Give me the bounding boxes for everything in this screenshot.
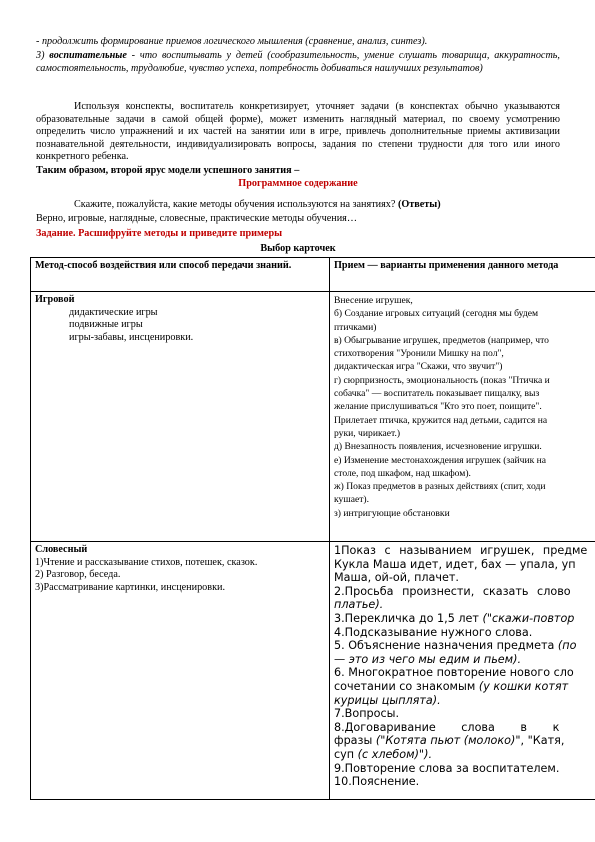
- game-technique: г) сюрпризность, эмоциональность (показ "Птичка и: [334, 374, 550, 386]
- intro-educational-text: - что воспитывать у детей (сообразительность, умение слушать товарища, аккуратность, самостоятельность, трудолюбие, чувство успеха, потребность добиваться наилучших результатов): [36, 50, 560, 74]
- methods-table: [30, 257, 595, 800]
- verbal-technique: 3.Перекличка до 1,5 лет ("скажи-повтор: [334, 611, 575, 625]
- game-technique: в) Обыгрывание игрушек, предметов (например, что: [334, 334, 549, 346]
- verbal-item: 2) Разговор, беседа.: [35, 569, 121, 581]
- verbal-technique: 7.Вопросы.: [334, 707, 399, 721]
- task-line: Задание. Расшифруйте методы и приведите примеры: [36, 228, 283, 239]
- header-method: Метод-способ воздействия или способ передачи знаний.: [31, 258, 330, 292]
- game-technique: кушает).: [334, 494, 370, 506]
- verbal-technique: 6. Многократное повторение нового сло: [334, 666, 574, 680]
- game-technique: б) Создание игровых ситуаций (сегодня мы будем: [334, 308, 539, 320]
- verbal-technique: 9.Повторение слова за воспитателем.: [334, 761, 560, 775]
- intro-educational-tasks: [36, 50, 560, 75]
- game-technique: птичками): [334, 321, 377, 333]
- intro-num: 3): [36, 50, 50, 61]
- intro-paragraph: Используя конспекты, воспитатель конкретизирует, уточняет задачи (в конспектах обычно указываются образовательные задачи в самой общей форме), может изменить наглядный материал, по своему усмотрению определить число упражнений и их частей на занятии или в игре, привлечь дополнительные приемы активизации познавательной деятельности, индивидуализировать вопросы, задания по степени трудности для того или иного конкретного ребенка.: [36, 101, 560, 163]
- game-technique: руки, чирикает.): [334, 427, 401, 439]
- verbal-techniques-cell: [330, 542, 595, 800]
- game-technique: з) интригующие обстановки: [334, 507, 450, 519]
- verbal-technique: 10.Пояснение.: [334, 775, 420, 789]
- question-line: [36, 199, 560, 212]
- answer-line: Верно, игровые, наглядные, словесные, практические методы обучения…: [36, 213, 358, 224]
- game-technique: стихотворения "Уронили Мишку на пол",: [334, 348, 504, 360]
- cards-title: Выбор карточек: [260, 243, 336, 254]
- verbal-technique: платье).: [334, 598, 384, 612]
- game-technique: собачка" — воспитатель показывает пищалку, выз: [334, 388, 540, 400]
- question-text: Скажите, пожалуйста, какие методы обучения используются на занятиях?: [74, 199, 396, 210]
- verbal-technique: 5. Объяснение назначения предмета (по: [334, 639, 577, 653]
- verbal-technique: фразы ("Котята пьют (молоко)", "Катя,: [334, 734, 565, 748]
- intro-line-logic: - продолжить формирование приемов логического мышления (сравнение, анализ, синтез).: [36, 36, 428, 47]
- game-technique: Прилетает птичка, кружится над детьми, садится на: [334, 414, 548, 426]
- game-item: игры-забавы, инсценировки.: [69, 331, 194, 343]
- verbal-item: 3)Рассматривание картинки, инсценировки.: [35, 581, 226, 593]
- table-row-game: [31, 292, 595, 542]
- table-header-row: [31, 258, 595, 292]
- verbal-technique: курицы цыплята).: [334, 693, 441, 707]
- game-technique: ж) Показ предметов в разных действиях (спит, ходи: [334, 481, 546, 493]
- verbal-technique: Маша, ой-ой, плачет.: [334, 571, 459, 585]
- verbal-title: Словесный: [35, 544, 88, 555]
- verbal-technique: сочетании со знакомым (у кошки котят: [334, 679, 569, 693]
- verbal-method-cell: [31, 542, 330, 800]
- game-technique: дидактическая игра "Скажи, что звучит"): [334, 361, 503, 373]
- summary-bold: Таким образом, второй ярус модели успешного занятия –: [36, 165, 300, 176]
- game-method-cell: [31, 292, 330, 542]
- game-title: Игровой: [35, 294, 75, 305]
- verbal-technique: 2.Просьба произнести, сказать слово: [334, 584, 571, 598]
- header-technique: Прием — варианты применения данного метода: [330, 258, 595, 292]
- verbal-item: 1)Чтение и рассказывание стихов, потешек, сказок.: [35, 556, 258, 568]
- summary-line: [36, 165, 560, 178]
- game-technique: д) Внезапность появления, исчезновение игрушки.: [334, 441, 542, 453]
- game-item: дидактические игры: [69, 306, 158, 318]
- game-technique: е) Изменение местонахождения игрушек (зайчик на: [334, 454, 547, 466]
- game-technique: столе, под шкафом, над шкафом).: [334, 467, 471, 479]
- question-answers: (Ответы): [397, 199, 441, 210]
- verbal-technique: Кукла Маша идет, идет, бах — упала, уп: [334, 557, 576, 571]
- verbal-technique: 8.Договаривание слова в к: [334, 720, 560, 734]
- verbal-technique: суп (с хлебом)").: [334, 747, 432, 761]
- verbal-technique: — это из чего мы едим и пьем).: [334, 652, 522, 666]
- game-technique: Внесение игрушек,: [334, 295, 413, 306]
- intro-educational-label: воспитательные: [49, 50, 127, 61]
- game-item: подвижные игры: [69, 319, 143, 331]
- table-row-verbal: [31, 542, 595, 800]
- verbal-technique: 1Показ с называнием игрушек, предме: [334, 544, 588, 557]
- game-technique: желание прислушиваться "Кто это поет, поищите".: [334, 401, 542, 413]
- program-heading: Программное содержание: [238, 178, 358, 189]
- game-techniques-cell: [330, 292, 595, 542]
- verbal-technique: 4.Подсказывание нужного слова.: [334, 625, 533, 639]
